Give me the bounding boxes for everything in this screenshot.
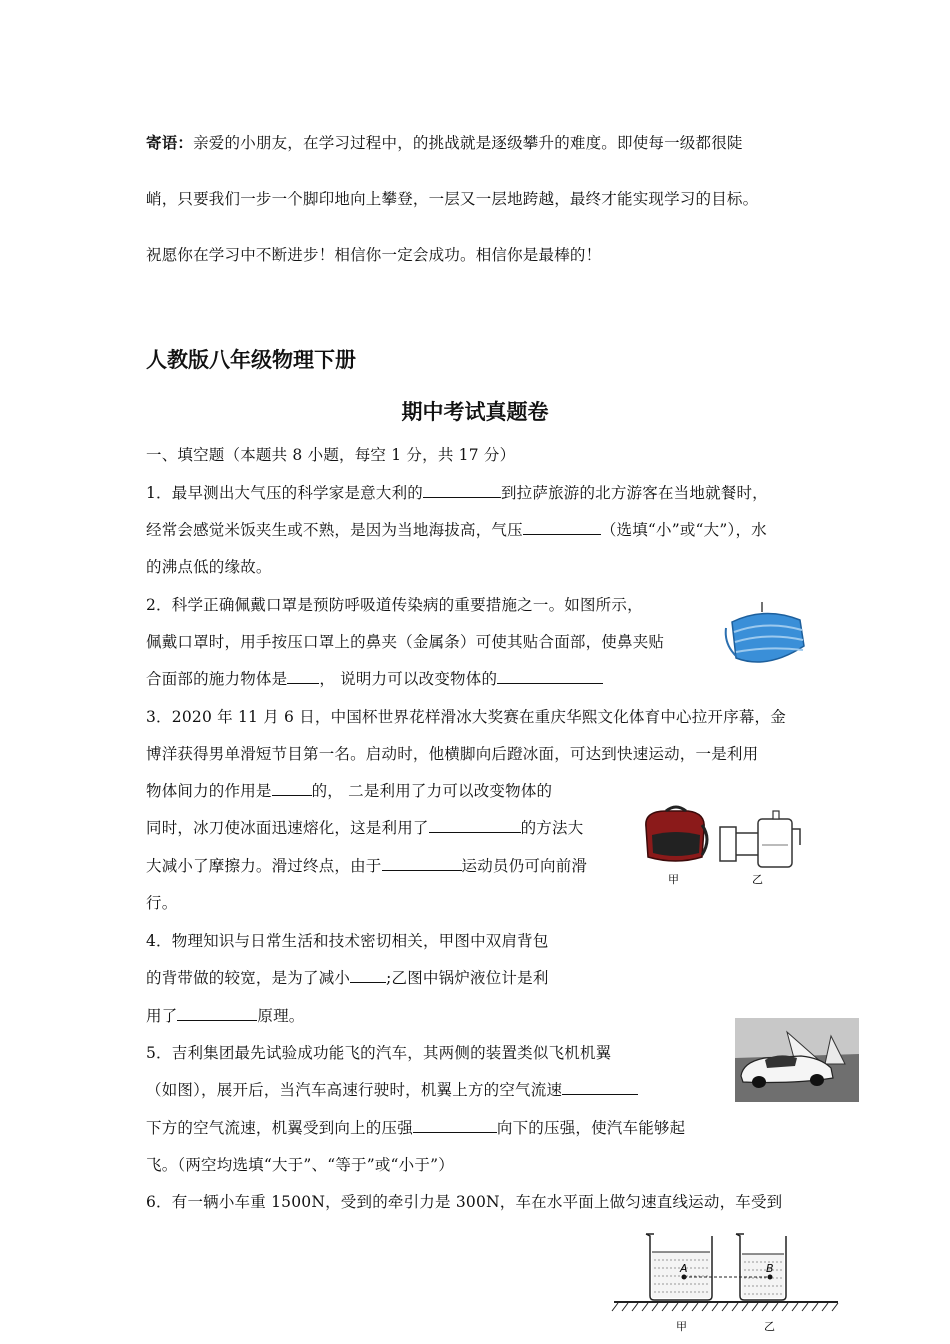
face-mask-image bbox=[722, 600, 808, 672]
q1-line-1 bbox=[146, 481, 768, 503]
q4-line-2 bbox=[146, 966, 549, 988]
q1-text-d: （选填“小”或“大”），水 bbox=[600, 521, 767, 539]
boiler-icon bbox=[720, 811, 800, 867]
q5-line-1: 5．吉利集团最先试验成功能飞的汽车，其两侧的装置类似飞机机翼 bbox=[146, 1044, 612, 1062]
q4-text-c: ;乙图中锅炉液位计是利 bbox=[386, 969, 549, 987]
beaker-jia bbox=[646, 1234, 712, 1300]
q1-text-c: 经常会感觉米饭夹生或不熟，是因为当地海拔高，气压 bbox=[146, 521, 523, 539]
q2-text-c: 合面部的施力物体是 bbox=[146, 670, 288, 688]
intro-line-3: 祝愿你在学习中不断进步！相信你一定会成功。相信你是最棒的！ bbox=[146, 246, 602, 264]
q2-text-d: ， 说明力可以改变物体的 bbox=[319, 670, 498, 688]
q5-text-c: 下方的空气流速，机翼受到向上的压强 bbox=[146, 1119, 413, 1137]
q3-line-1: 3．2020 年 11 月 6 日，中国杯世界花样滑冰大奖赛在重庆华熙文化体育中心拉开序幕，金 bbox=[146, 708, 786, 726]
figure-label-jia: 甲 bbox=[668, 873, 679, 886]
figure-label-yi: 乙 bbox=[752, 873, 763, 886]
q5-line-4: 飞。（两空均选填“大于”、“等于”或“小于”） bbox=[146, 1156, 454, 1174]
flying-car-image bbox=[735, 1018, 859, 1102]
q1-text-a: 1．最早测出大气压的科学家是意大利的 bbox=[146, 484, 423, 502]
q2-line-2: 佩戴口罩时，用手按压口罩上的鼻夹（金属条）可使其贴合面部，使鼻夹贴 bbox=[146, 633, 665, 651]
q5-line-3 bbox=[146, 1116, 685, 1138]
q1-blank-2[interactable] bbox=[523, 520, 601, 535]
q5-text-b: （如图），展开后，当汽车高速行驶时，机翼上方的空气流速 bbox=[146, 1081, 563, 1099]
q3-text-f: 的方法大 bbox=[520, 819, 584, 837]
q3-line-5 bbox=[146, 854, 587, 876]
q4-line-1: 4．物理知识与日常生活和技术密切相关，甲图中双肩背包 bbox=[146, 932, 549, 950]
q2-line-1: 2．科学正确佩戴口罩是预防呼吸道传染病的重要措施之一。如图所示， bbox=[146, 596, 643, 614]
q3-text-h: 运动员仍可向前滑 bbox=[461, 857, 588, 875]
q3-line-2: 博洋获得男单滑短节目第一名。启动时，他横脚向后蹬冰面，可达到快速运动，一是利用 bbox=[146, 745, 759, 763]
q5-text-d: 向下的压强，使汽车能够起 bbox=[496, 1119, 686, 1137]
q1-line-3: 的沸点低的缘故。 bbox=[146, 558, 272, 576]
q4-text-b: 的背带做的较宽，是为了减小 bbox=[146, 969, 351, 987]
q1-line-2 bbox=[146, 518, 767, 540]
q4-blank-2[interactable] bbox=[177, 1006, 257, 1021]
q3-blank-1[interactable] bbox=[272, 781, 312, 796]
q4-blank-1[interactable] bbox=[350, 968, 386, 983]
intro-line-1 bbox=[146, 131, 743, 153]
beaker-yi bbox=[736, 1234, 786, 1300]
q3-blank-3[interactable] bbox=[382, 856, 462, 871]
backpack-icon bbox=[646, 807, 707, 861]
q3-text-g: 大减小了摩擦力。滑过终点，由于 bbox=[146, 857, 382, 875]
q3-line-6: 行。 bbox=[146, 894, 178, 912]
document-title: 人教版八年级物理下册 bbox=[146, 348, 356, 372]
q3-line-3 bbox=[146, 779, 552, 801]
q5-line-2 bbox=[146, 1078, 638, 1100]
q3-line-4 bbox=[146, 816, 583, 838]
q5-blank-2[interactable] bbox=[413, 1118, 497, 1133]
beaker-label-jia: 甲 bbox=[676, 1320, 687, 1333]
q3-text-e: 同时，冰刀使冰面迅速熔化，这是利用了 bbox=[146, 819, 429, 837]
q3-text-d: 的， 二是利用了力可以改变物体的 bbox=[311, 782, 553, 800]
beakers-image bbox=[610, 1226, 842, 1338]
intro-label: 寄语： bbox=[146, 133, 194, 152]
backpack-boiler-image bbox=[636, 805, 806, 887]
q6-line-1: 6．有一辆小车重 1500N，受到的牵引力是 300N，车在水平面上做匀速直线运动，车受到 bbox=[146, 1193, 783, 1211]
point-b-label: B bbox=[766, 1262, 774, 1275]
q2-line-3 bbox=[146, 667, 603, 689]
beaker-label-yi: 乙 bbox=[764, 1320, 775, 1333]
q4-line-3 bbox=[146, 1004, 305, 1026]
q2-blank-2[interactable] bbox=[497, 669, 603, 684]
q3-blank-2[interactable] bbox=[429, 818, 521, 833]
q1-text-b: 到拉萨旅游的北方游客在当地就餐时， bbox=[500, 484, 768, 502]
q4-text-e: 原理。 bbox=[257, 1007, 305, 1025]
q4-text-d: 用了 bbox=[146, 1007, 178, 1025]
q1-blank-1[interactable] bbox=[423, 483, 501, 498]
intro-text-1: 亲爱的小朋友，在学习过程中，的挑战就是逐级攀升的难度。即使每一级都很陡 bbox=[193, 134, 743, 152]
q5-blank-1[interactable] bbox=[562, 1080, 638, 1095]
point-a-label: A bbox=[680, 1262, 688, 1275]
q3-text-c: 物体间力的作用是 bbox=[146, 782, 272, 800]
intro-line-2: 峭，只要我们一步一个脚印地向上攀登，一层又一层地跨越，最终才能实现学习的目标。 bbox=[146, 190, 759, 208]
q2-blank-1[interactable] bbox=[287, 669, 319, 684]
exam-title: 期中考试真题卷 bbox=[401, 400, 549, 424]
section-heading: 一、填空题（本题共 8 小题，每空 1 分，共 17 分） bbox=[146, 446, 516, 464]
